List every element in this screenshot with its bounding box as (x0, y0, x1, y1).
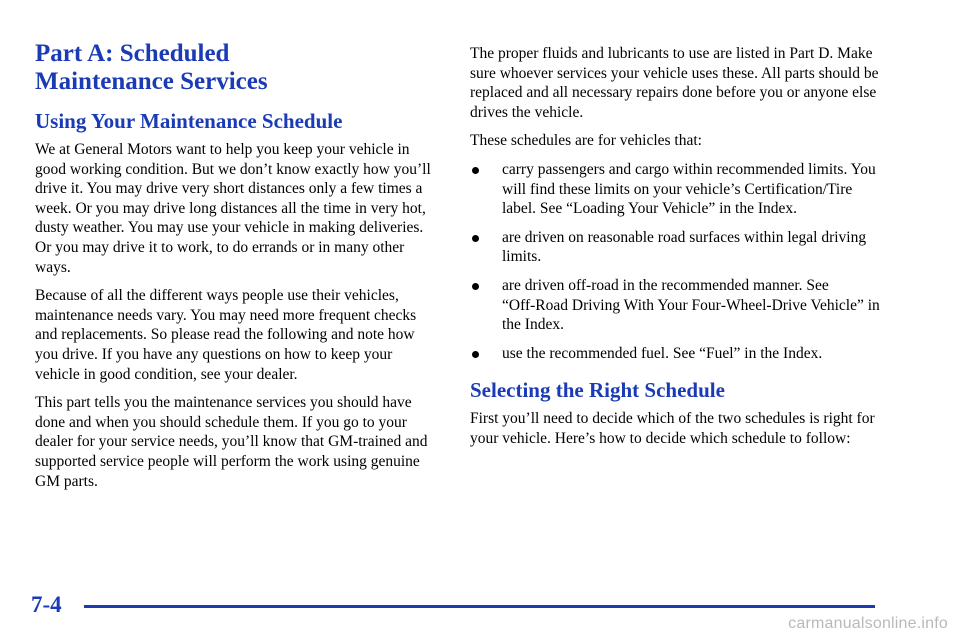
paragraph-dealer-service: This part tells you the maintenance services you should have done and when you should schedule them. If you go to your dealer for your service needs, you’ll know that GM‑trained and supported service people will perform the work using genuine GM parts. (35, 394, 428, 490)
section-heading-maintenance-schedule: Using Your Maintenance Schedule (35, 109, 343, 133)
vehicle-conditions-list (470, 160, 890, 363)
page-number: 7-4 (31, 592, 62, 617)
list-item-text: are driven off‑road in the recommended manner. See “Off‑Road Driving With Your Four‑Wheel‑Drive Vehicle” in the Index. (502, 276, 880, 334)
list-item-text: carry passengers and cargo within recommended limits. You will find these limits on your vehicle’s Certification/Tire label. See “Loading Your Vehicle” in the Index. (502, 160, 876, 218)
paragraph-fluids: The proper fluids and lubricants to use are listed in Part D. Make sure whoever services your vehicle uses these. All parts should be replaced and all necessary repairs done before you or anyone else drives the vehicle. (470, 45, 879, 121)
right-column (470, 44, 890, 449)
paragraph-needs-vary: Because of all the different ways people use their vehicles, maintenance needs vary. You may need more frequent checks and replacements. So please read the following and note how you drive. If you have any questions on how to keep your vehicle in good condition, see your dealer. (35, 287, 417, 383)
paragraph-intro: We at General Motors want to help you keep your vehicle in good working condition. But we don’t know exactly how you’ll drive it. You may drive very short distances only a few times a week. Or you may drive long distances all the time in very hot, dusty weather. You may use your vehicle in making deliveries. Or you may drive it to work, to do errands or in many other ways. (35, 141, 431, 276)
list-item-text: use the recommended fuel. See “Fuel” in the Index. (502, 344, 823, 362)
section-heading-selecting-schedule: Selecting the Right Schedule (470, 378, 725, 403)
bullet-dot-icon (472, 283, 479, 290)
watermark-text: carmanualsonline.info (788, 615, 948, 632)
bullet-dot-icon (472, 167, 479, 174)
part-title-line-1: Part A: Scheduled (35, 40, 230, 67)
bullet-dot-icon (472, 351, 479, 358)
part-title (35, 40, 439, 96)
list-item (470, 160, 890, 219)
bullet-dot-icon (472, 235, 479, 242)
paragraph-selecting: First you’ll need to decide which of the two schedules is right for your vehicle. Here’s how to decide which schedule to follow: (470, 410, 875, 447)
list-item (470, 344, 890, 364)
paragraph-schedules-lead: These schedules are for vehicles that: (470, 132, 702, 150)
part-title-line-2: Maintenance Services (35, 68, 268, 95)
list-item-text: are driven on reasonable road surfaces within legal driving limits. (502, 228, 867, 266)
list-item (470, 228, 890, 267)
footer-divider (84, 605, 875, 608)
left-column (35, 40, 439, 491)
list-item (470, 276, 890, 335)
